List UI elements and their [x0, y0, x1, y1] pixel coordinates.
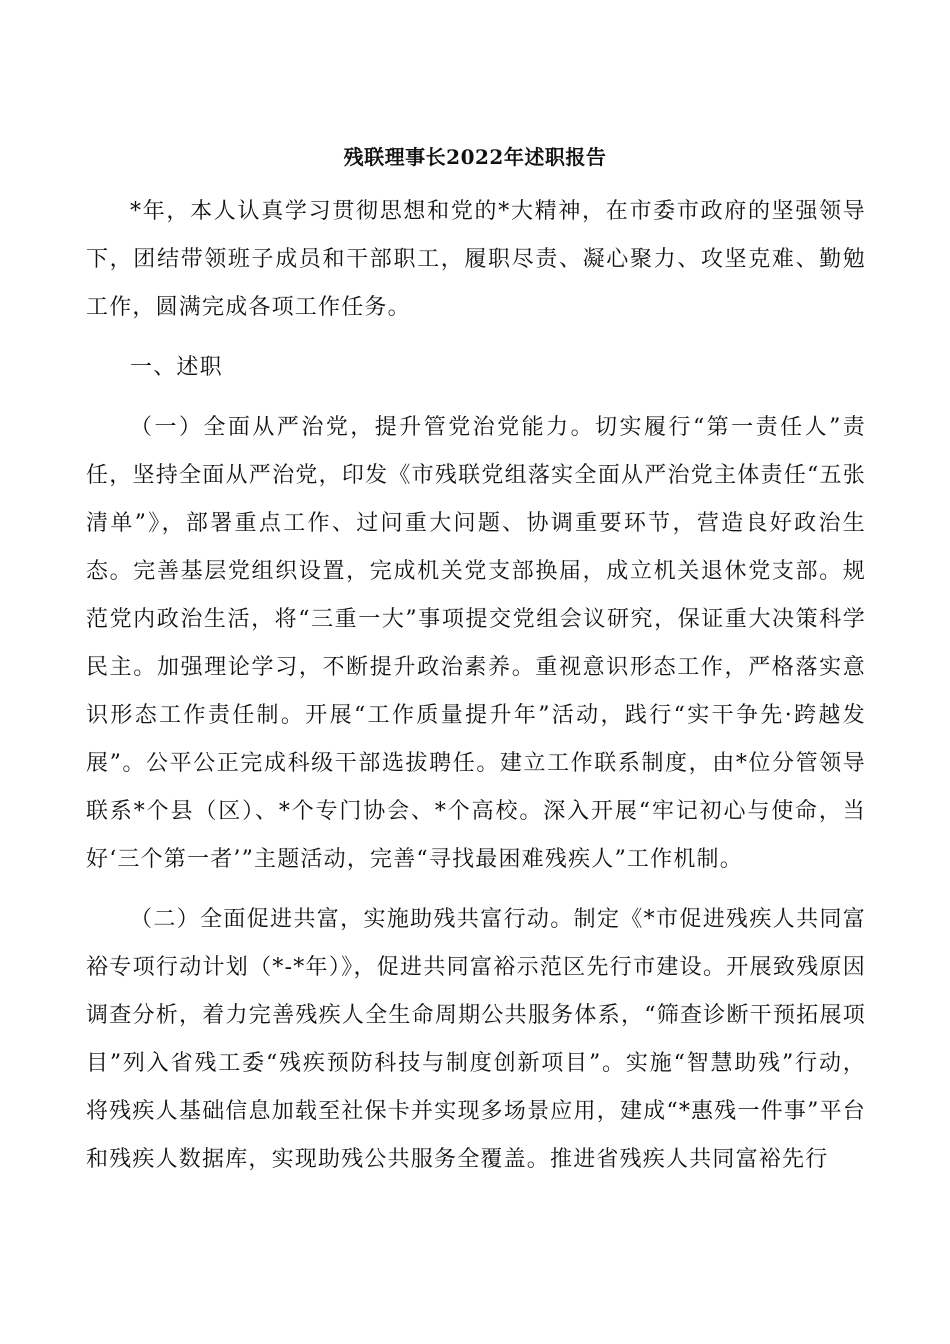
paragraph-common-prosperity: （二）全面促进共富，实施助残共富行动。制定《*市促进残疾人共同富裕专项行动计划（*-*年）》，促进共同富裕示范区先行市建设。开展致残原因调查分析，着力完善残疾人全生命周期公共服务体系，“筛查诊断干预拓展项目”列入省残工委“残疾预防科技与制度创新项目”。实施“智慧助残”行动，将残疾人基础信息加载至社保卡并实现多场景应用，建成“*惠残一件事”平台和残疾人数据库，实现助残公共服务全覆盖。推进省残疾人共同富裕先行	[86, 907, 866, 1172]
document-body	[86, 188, 866, 1184]
paragraph-party-governance: （一）全面从严治党，提升管党治党能力。切实履行“第一责任人”责任，坚持全面从严治党，印发《市残联党组落实全面从严治党主体责任“五张清单”》，部署重点工作、过问重大问题、协调重要环节，营造良好政治生态。完善基层党组织设置，完成机关党支部换届，成立机关退休党支部。规范党内政治生活，将“三重一大”事项提交党组会议研究，保证重大决策科学民主。加强理论学习，不断提升政治素养。重视意识形态工作，严格落实意识形态工作责任制。开展“工作质量提升年”活动，践行“实干争先·跨越发展”。公平公正完成科级干部选拔聘任。建立工作联系制度，由*位分管领导联系*个县（区）、*个专门协会、*个高校。深入开展“牢记初心与使命，当好‘三个第一者’”主题活动，完善“寻找最困难残疾人”工作机制。	[86, 415, 866, 872]
document-title: 残联理事长2022年述职报告	[343, 145, 607, 169]
intro-paragraph: *年，本人认真学习贯彻思想和党的*大精神，在市委市政府的坚强领导下，团结带领班子成员和干部职工，履职尽责、凝心聚力、攻坚克难、勤勉工作，圆满完成各项工作任务。	[86, 199, 866, 320]
section-heading: 一、述职	[130, 355, 223, 380]
